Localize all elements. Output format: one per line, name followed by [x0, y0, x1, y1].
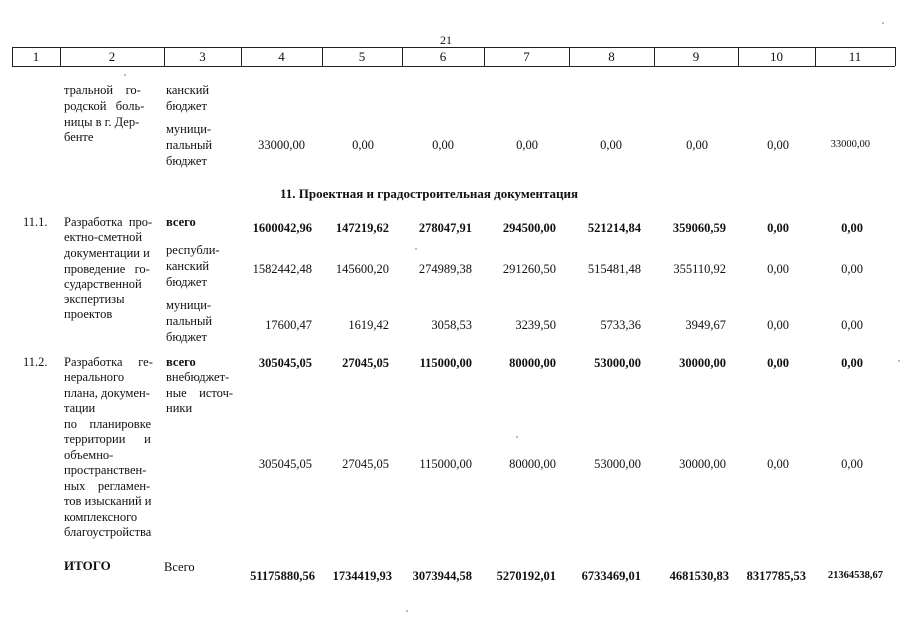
- row-11-1-total-value: 0,00: [841, 221, 863, 235]
- cont-name-line: бенте: [64, 130, 94, 144]
- header-col-7: 7: [523, 49, 530, 64]
- cont-source-municipal: бюджет: [166, 154, 207, 168]
- row-11-2-offbudget-value: 30000,00: [679, 457, 726, 471]
- cont-value: 0,00: [686, 138, 708, 152]
- row-11-1-republic-value: 1582442,48: [252, 262, 312, 276]
- cont-value: 33000,00: [258, 138, 305, 152]
- header-col-8: 8: [608, 49, 615, 64]
- row-11-1-name-line: ектно-сметной: [64, 230, 143, 244]
- row-11-2-name-line: Разработка ге-: [64, 355, 153, 369]
- row-11-1-name-line: проведение го-: [64, 262, 150, 276]
- header-col-1: 1: [32, 49, 40, 64]
- row-11-1-total-value: 294500,00: [502, 221, 556, 235]
- row-11-2-offbudget-value: 0,00: [841, 457, 863, 471]
- row-11-2-name-line: плана, докумен-: [64, 386, 150, 400]
- row-11-1-name-line: экспертизы: [64, 292, 125, 306]
- total-row-value: 4681530,83: [669, 569, 729, 583]
- row-11-2-offbudget-label: ные источ-: [166, 386, 234, 400]
- row-11-2-name-line: благоустройства: [64, 525, 152, 539]
- row-11-2-total-value: 115000,00: [419, 356, 472, 370]
- row-11-2-total-value: 30000,00: [679, 356, 726, 370]
- row-11-1-municipal-label: бюджет: [166, 330, 207, 344]
- header-col-6: 6: [439, 49, 447, 64]
- header-col-3: 3: [199, 49, 206, 64]
- scan-speck: [516, 436, 518, 438]
- scan-speck: [415, 248, 417, 250]
- row-11-2-name-line: пространствен-: [64, 463, 147, 477]
- row-11-1-municipal-value: 17600,47: [265, 318, 312, 332]
- row-11-2-name-line: по планировке: [64, 417, 152, 431]
- total-row-value: 5270192,01: [496, 569, 556, 583]
- row-11-1-total-value: 359060,59: [672, 221, 726, 235]
- row-11-1-republic-value: 145600,20: [335, 262, 389, 276]
- row-11-1-name-line: Разработка про-: [64, 215, 153, 229]
- row-11-1-name-line: документации и: [64, 246, 150, 260]
- row-11-1-municipal-value: 1619,42: [348, 318, 389, 332]
- total-row-value: 6733469,01: [581, 569, 641, 583]
- row-11-1-republic-value: 0,00: [841, 262, 863, 276]
- scan-speck: [882, 22, 884, 24]
- header-col-divider: [895, 47, 896, 66]
- row-11-2-number: 11.2.: [23, 355, 48, 369]
- row-11-1-republic-label: республи-: [166, 243, 220, 257]
- row-11-2-total-value: 0,00: [841, 356, 863, 370]
- row-11-1-total-label: всего: [166, 215, 196, 229]
- row-11-2-total-value: 305045,05: [258, 356, 312, 370]
- total-row-value: 21364538,67: [827, 570, 883, 581]
- header-col-4: 4: [278, 49, 285, 64]
- total-row-value: 8317785,53: [746, 569, 806, 583]
- cont-name-line: родской боль-: [64, 99, 145, 113]
- cont-value: 0,00: [767, 138, 789, 152]
- row-11-1-total-value: 0,00: [767, 221, 789, 235]
- row-11-2-offbudget-label: внебюджет-: [166, 370, 230, 384]
- row-11-1-number: 11.1.: [23, 215, 48, 229]
- header-col-5: 5: [358, 49, 366, 64]
- cont-value: 0,00: [352, 138, 374, 152]
- cont-source-republic: бюджет: [166, 99, 207, 113]
- cont-value: 0,00: [516, 138, 538, 152]
- row-11-2-total-label: всего: [166, 355, 196, 369]
- page-number: 21: [440, 33, 452, 47]
- header-col-10: 10: [770, 49, 783, 64]
- row-11-2-offbudget-value: 53000,00: [594, 457, 641, 471]
- row-11-1-total-value: 278047,91: [418, 221, 472, 235]
- row-11-2-name-line: территории и: [64, 432, 151, 446]
- cont-value: 0,00: [432, 138, 454, 152]
- row-11-1-municipal-value: 3058,53: [431, 318, 472, 332]
- row-11-1-municipal-label: пальный: [166, 314, 213, 328]
- row-11-1-name-line: сударственной: [64, 277, 142, 291]
- row-11-2-offbudget-value: 0,00: [767, 457, 789, 471]
- cont-value: 0,00: [600, 138, 622, 152]
- row-11-1-republic-value: 0,00: [767, 262, 789, 276]
- row-11-1-municipal-value: 3949,67: [685, 318, 726, 332]
- row-11-1-total-value: 521214,84: [587, 221, 641, 235]
- row-11-2-name-line: комплексного: [64, 510, 138, 524]
- row-11-1-municipal-value: 0,00: [841, 318, 863, 332]
- row-11-1-republic-value: 355110,92: [673, 262, 726, 276]
- row-11-2-total-value: 0,00: [767, 356, 789, 370]
- row-11-2-offbudget-value: 80000,00: [509, 457, 556, 471]
- cont-name-line: тральной го-: [64, 83, 141, 97]
- row-11-1-republic-label: канский: [166, 259, 210, 273]
- row-11-1-republic-label: бюджет: [166, 275, 207, 289]
- row-11-2-name-line: ных регламен-: [64, 479, 151, 493]
- section-title: 11. Проектная и градостроительная документация: [280, 186, 579, 201]
- scan-speck: [898, 360, 900, 362]
- header-col-2: 2: [108, 49, 116, 64]
- row-11-2-name-line: тов изысканий и: [64, 494, 152, 508]
- row-11-1-municipal-value: 0,00: [767, 318, 789, 332]
- cont-source-municipal: пальный: [166, 138, 213, 152]
- row-11-1-republic-value: 515481,48: [587, 262, 641, 276]
- row-11-2-name-line: объемно-: [64, 448, 114, 462]
- scan-speck: [406, 610, 408, 612]
- row-11-1-municipal-value: 5733,36: [600, 318, 641, 332]
- total-row-label: ИТОГО: [64, 558, 111, 573]
- total-row-value: 51175880,56: [250, 569, 315, 583]
- row-11-2-offbudget-value: 27045,05: [342, 457, 389, 471]
- header-col-9: 9: [692, 49, 700, 64]
- header-top-rule: [12, 47, 895, 48]
- cont-source-municipal: муници-: [166, 122, 212, 136]
- row-11-2-offbudget-value: 115000,00: [419, 457, 472, 471]
- row-11-1-republic-value: 291260,50: [502, 262, 556, 276]
- header-bottom-rule: [12, 66, 895, 67]
- cont-name-line: ницы в г. Дер-: [64, 115, 140, 129]
- cont-source-republic: канский: [166, 83, 210, 97]
- row-11-2-name-line: тации: [64, 401, 96, 415]
- row-11-2-total-value: 27045,05: [342, 356, 389, 370]
- row-11-2-offbudget-label: ники: [166, 401, 193, 415]
- row-11-1-municipal-value: 3239,50: [515, 318, 556, 332]
- row-11-2-total-value: 53000,00: [594, 356, 641, 370]
- row-11-1-name-line: проектов: [64, 307, 113, 321]
- scan-speck: [124, 74, 126, 76]
- row-11-1-republic-value: 274989,38: [418, 262, 472, 276]
- total-row-value: 3073944,58: [412, 569, 472, 583]
- row-11-1-total-value: 147219,62: [335, 221, 389, 235]
- row-11-1-total-value: 1600042,96: [252, 221, 312, 235]
- row-11-2-total-value: 80000,00: [509, 356, 556, 370]
- row-11-1-municipal-label: муници-: [166, 298, 212, 312]
- total-row-source: Всего: [164, 560, 195, 574]
- cont-value: 33000,00: [830, 139, 870, 150]
- row-11-2-offbudget-value: 305045,05: [258, 457, 312, 471]
- total-row-value: 1734419,93: [332, 569, 392, 583]
- row-11-2-name-line: нерального: [64, 370, 125, 384]
- header-col-11: 11: [848, 49, 862, 64]
